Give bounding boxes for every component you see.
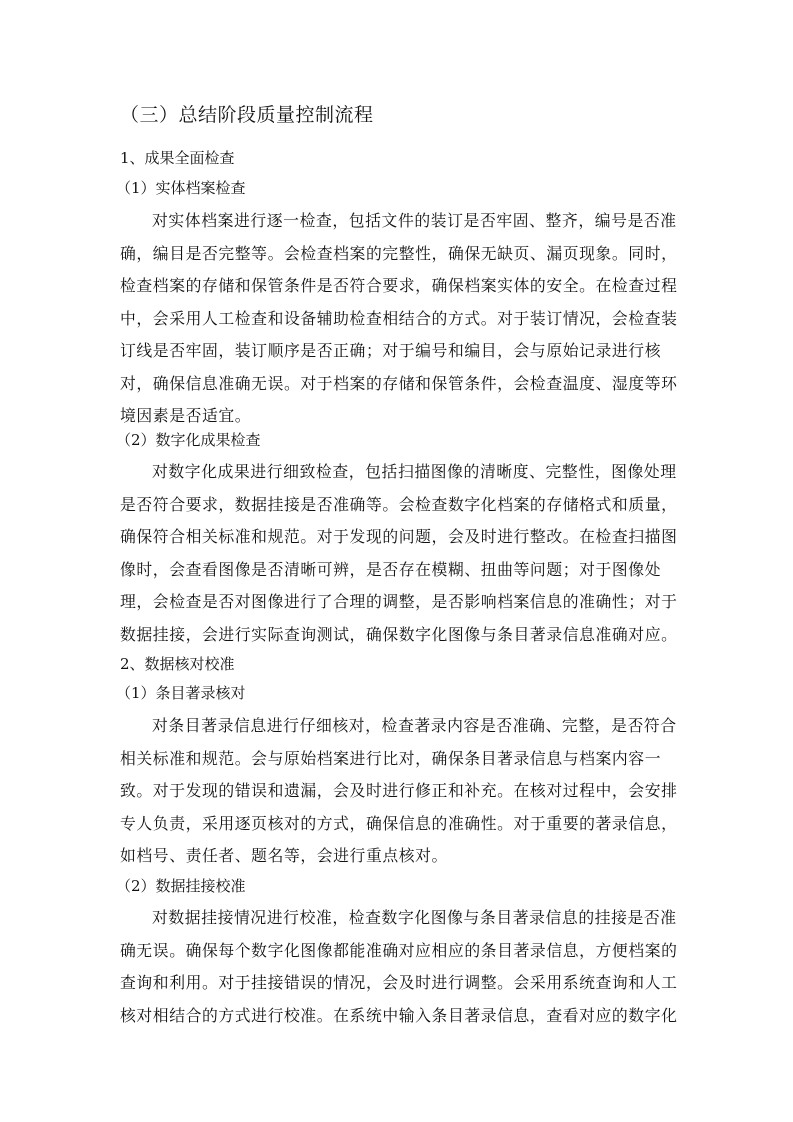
- paragraph-catalog-entry: [120, 710, 678, 873]
- text-line: 致。对于发现的错误和遗漏，会及时进行修正和补充。在核对过程中，会安排: [120, 781, 678, 800]
- text-line: 境因素是否适宜。: [120, 406, 252, 425]
- paragraph-data-linking: [120, 902, 678, 1032]
- text-line: 确无误。确保每个数字化图像都能准确对应相应的条目著录信息，方便档案的: [120, 940, 678, 960]
- text-line: 中，会采用人工检查和设备辅助检查相结合的方式。对于装订情况，会检查装: [120, 308, 678, 328]
- text-line: 对实体档案进行逐一检查，包括文件的装订是否牢固、整齐，编号是否准: [152, 211, 677, 230]
- section-heading-data-verification: 2、数据核对校准: [120, 655, 235, 673]
- paragraph-physical-archive: [120, 205, 678, 433]
- text-line: 相关标准和规范。会与原始档案进行比对，确保条目著录信息与档案内容一: [120, 748, 662, 768]
- text-line: 如档号、责任者、题名等，会进行重点核对。: [120, 846, 448, 865]
- section-heading-results-inspection: 1、成果全面检查: [120, 149, 235, 167]
- subsection-heading-physical-archive: （1）实体档案检查: [116, 179, 246, 197]
- paragraph-digital-results: [120, 456, 678, 651]
- subsection-heading-catalog-entry: （1）条目著录核对: [116, 684, 246, 702]
- text-line: 确保符合相关标准和规范。对于发现的问题，会及时进行整改。在检查扫描图: [120, 527, 678, 546]
- text-line: 专人负责，采用逐页核对的方式，确保信息的准确性。对于重要的著录信息，: [120, 813, 678, 833]
- text-line: 理，会检查是否对图像进行了合理的调整，是否影响档案信息的准确性；对于: [120, 592, 678, 611]
- text-line: 对条目著录信息进行仔细核对，检查著录内容是否准确、完整，是否符合: [152, 716, 677, 735]
- text-line: 确，编目是否完整等。会检查档案的完整性，确保无缺页、漏页现象。同时，: [120, 243, 678, 263]
- text-line: 核对相结合的方式进行校准。在系统中输入条目著录信息，查看对应的数字化: [120, 1005, 678, 1025]
- subsection-heading-data-linking: （2）数据挂接校准: [116, 877, 246, 895]
- text-line: 对，确保信息准确无误。对于档案的存储和保管条件，会检查温度、湿度等环: [120, 373, 678, 393]
- page-title: （三）总结阶段质量控制流程: [120, 104, 374, 126]
- text-line: 像时，会查看图像是否清晰可辨，是否存在模糊、扭曲等问题；对于图像处: [120, 559, 662, 579]
- text-line: 检查档案的存储和保管条件是否符合要求，确保档案实体的安全。在检查过程: [120, 276, 678, 295]
- text-line: 对数字化成果进行细致检查，包括扫描图像的清晰度、完整性，图像处理: [152, 462, 677, 481]
- text-line: 订线是否牢固，装订顺序是否正确；对于编号和编目，会与原始记录进行核: [120, 341, 662, 360]
- text-line: 对数据挂接情况进行校准，检查数字化图像与条目著录信息的挂接是否准: [152, 908, 677, 927]
- text-line: 查询和利用。对于挂接错误的情况，会及时进行调整。会采用系统查询和人工: [120, 973, 678, 992]
- text-line: 是否符合要求，数据挂接是否准确等。会检查数字化档案的存储格式和质量，: [120, 494, 678, 514]
- subsection-heading-digital-results: （2）数字化成果检查: [116, 431, 261, 449]
- text-line: 数据挂接，会进行实际查询测试，确保数字化图像与条目著录信息准确对应。: [120, 624, 678, 644]
